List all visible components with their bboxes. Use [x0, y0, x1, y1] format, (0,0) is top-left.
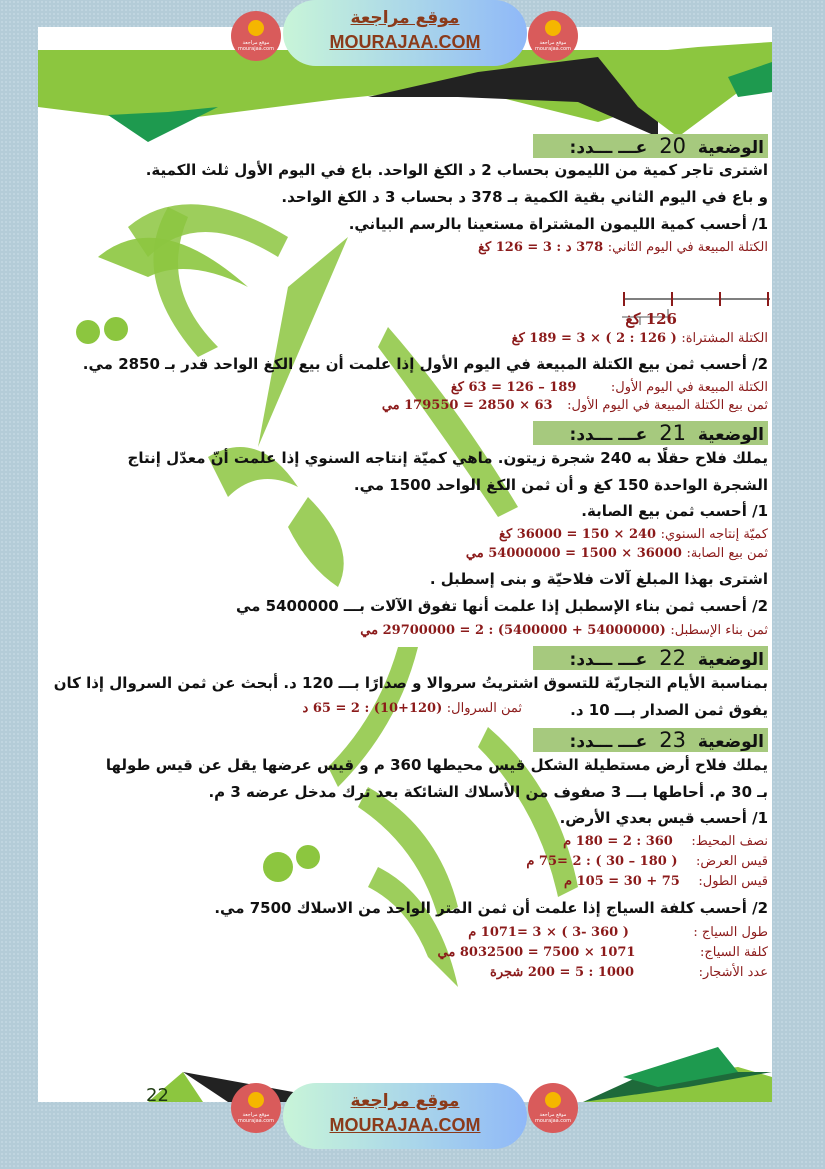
banner-arabic-link[interactable]: موقع مراجعة [350, 1091, 460, 1111]
site-banner-top[interactable] [283, 0, 527, 66]
answer-value: 36000 × 1500 = 54000000 مي [465, 546, 682, 561]
banner-latin-link[interactable]: MOURAJAA.COM [329, 32, 481, 52]
answer-label: عدد الأشجار: [698, 965, 768, 980]
answer-line [438, 944, 768, 961]
answer-line [563, 833, 768, 850]
statement-line: و باع في اليوم الثاني بقية الكمية بـ 378 د بحساب 3 د الكغ الواحد. [281, 188, 768, 206]
answer-value: 63 × 2850 = 179550 مي [381, 398, 553, 413]
question-1: 1/ أحسب ثمن بيع الصابة. [581, 502, 768, 520]
logo-text: موقع مراجعة mourajaa.com [237, 1112, 274, 1124]
page-number: 22 [146, 1085, 169, 1102]
answer-line [451, 379, 768, 396]
book-icon [545, 1092, 561, 1108]
logo-text: موقع مراجعة mourajaa.com [534, 1112, 571, 1124]
answer-line [478, 239, 768, 256]
logo-text: موقع مراجعة mourajaa.com [237, 40, 274, 52]
book-icon [248, 20, 264, 36]
answer-line [564, 873, 768, 890]
logo-text: موقع مراجعة mourajaa.com [534, 40, 571, 52]
answer-label: نصف المحيط: [691, 834, 768, 849]
situation-23-header [533, 728, 768, 752]
header-suffix: عـــ ـــدد: [569, 732, 648, 752]
site-banner-bottom[interactable] [283, 1083, 527, 1149]
question-2: 2/ أحسب كلفة السياج إذا علمت أن ثمن المتر الواحد من الاسلاك 7500 مي. [214, 899, 768, 917]
banner-latin-link[interactable]: MOURAJAA.COM [329, 1115, 481, 1135]
question-1: 1/ أحسب قيس بعدي الأرض. [559, 809, 768, 827]
answer-value: 189 – 126 = 63 كغ [450, 380, 577, 395]
answer-line [499, 526, 768, 543]
question-2: 2/ أحسب ثمن بناء الإسطبل إذا علمت أنها تفوق الآلات بـــ 5400000 مي [235, 597, 768, 615]
answer-label: قيس العرض: [696, 854, 768, 869]
site-logo-left[interactable] [231, 11, 281, 61]
header-number: 21 [659, 421, 686, 445]
situation-22-header [533, 646, 768, 670]
header-label: الوضعية [697, 138, 764, 158]
header-label: الوضعية [697, 425, 764, 445]
answer-value: ( 180 – 30 ) : 2 =75 م [526, 854, 678, 869]
situation-20-header [533, 134, 768, 158]
answer-line [468, 924, 768, 941]
answer-value: 240 × 150 = 36000 كغ [499, 527, 657, 542]
worksheet-content [38, 27, 772, 1102]
site-logo-right[interactable] [528, 11, 578, 61]
header-label: الوضعية [697, 650, 764, 670]
answer-label: ثمن السروال: [446, 701, 522, 716]
header-suffix: عـــ ـــدد: [569, 138, 648, 158]
answer-label: ثمن بناء الإسطبل: [670, 623, 768, 638]
answer-value: (120+10) : 2 = 65 د [302, 701, 443, 716]
answer-label: الكتلة المبيعة في اليوم الأول: [610, 380, 768, 395]
header-suffix: عـــ ـــدد: [569, 650, 648, 670]
answer-value: 378 د : 3 = 126 كغ [478, 240, 604, 255]
answer-value: ( 126 : 2 ) × 3 = 189 كغ [511, 331, 677, 346]
book-icon [545, 20, 561, 36]
answer-value: (54000000 + 5400000) : 2 = 29700000 مي [360, 623, 666, 638]
statement-line: الشجرة الواحدة 150 كغ و أن ثمن الكغ الواحد 1500 مي. [353, 476, 768, 494]
statement-line: بمناسبة الأيام التجاريّة للتسوق اشتريتُ سروالا و صدارًا بـــ 120 د. أبحث عن ثمن السروال إذا كان [53, 674, 768, 692]
answer-value: 360 : 2 = 180 م [563, 834, 673, 849]
answer-label: قيس الطول: [698, 874, 768, 889]
header-label: الوضعية [697, 732, 764, 752]
answer-label: الكتلة المشتراة: [681, 331, 768, 346]
banner-arabic-link[interactable]: موقع مراجعة [350, 8, 460, 28]
worksheet-page [38, 27, 772, 1102]
answer-line [526, 853, 768, 870]
answer-value: ( 360 -3 ) × 3 =1071 م [468, 925, 629, 940]
answer-label: ثمن بيع الصابة: [686, 546, 768, 561]
header-suffix: عـــ ـــدد: [569, 425, 648, 445]
answer-line [490, 964, 768, 981]
header-number: 22 [659, 646, 686, 670]
answer-line [303, 700, 523, 717]
situation-21-header [533, 421, 768, 445]
answer-value: 1071 × 7500 = 8032500 مي [437, 945, 636, 960]
question-2: 2/ أحسب ثمن بيع الكتلة المبيعة في اليوم الأول إذا علمت أن بيع الكغ الواحد قدر بـ 2850 مي. [82, 355, 768, 373]
answer-label: كميّة إنتاجه السنوي: [660, 527, 768, 542]
statement-line: يفوق ثمن الصدار بـــ 10 د. [570, 701, 768, 719]
statement-line: بـ 30 م. أحاطها بـــ 3 صفوف من الأسلاك الشائكة بعد ترك مدخل عرضه 3 م. [208, 783, 768, 801]
answer-line [512, 330, 768, 347]
site-logo-left-bottom[interactable] [231, 1083, 281, 1133]
answer-label: كلفة السياج: [700, 945, 768, 960]
question-1: 1/ أحسب كمية الليمون المشتراة مستعينا بالرسم البياني. [348, 215, 768, 233]
answer-label: طول السياج : [693, 925, 768, 940]
diagram-label: 126 كغ [625, 310, 677, 328]
answer-line [382, 397, 768, 414]
header-number: 20 [659, 134, 686, 158]
site-logo-right-bottom[interactable] [528, 1083, 578, 1133]
statement-line: يملك فلاح أرض مستطيلة الشكل قيس محيطها 360 م و قيس عرضها يقل عن قيس طولها [105, 756, 768, 774]
book-icon [248, 1092, 264, 1108]
answer-line [466, 545, 768, 562]
answer-value: 75 + 30 = 105 م [564, 874, 680, 889]
statement-line: يملك فلاح حقلًا به 240 شجرة زيتون. ماهي كميّة إنتاجه السنوي إذا علمت أنّ معدّل إنتاج [127, 449, 768, 467]
answer-label: الكتلة المبيعة في اليوم الثاني: [607, 240, 768, 255]
header-number: 23 [659, 728, 686, 752]
answer-value: 1000 : 5 = 200 شجرة [490, 965, 635, 980]
answer-label: ثمن بيع الكتلة المبيعة في اليوم الأول: [567, 398, 768, 413]
statement-extra: اشترى بهذا المبلغ آلات فلاحيّة و بنى إسطبل . [429, 570, 768, 588]
answer-line [360, 622, 768, 639]
statement-line: اشترى تاجر كمية من الليمون بحساب 2 د الكغ الواحد. باع في اليوم الأول ثلث الكمية. [145, 161, 768, 179]
